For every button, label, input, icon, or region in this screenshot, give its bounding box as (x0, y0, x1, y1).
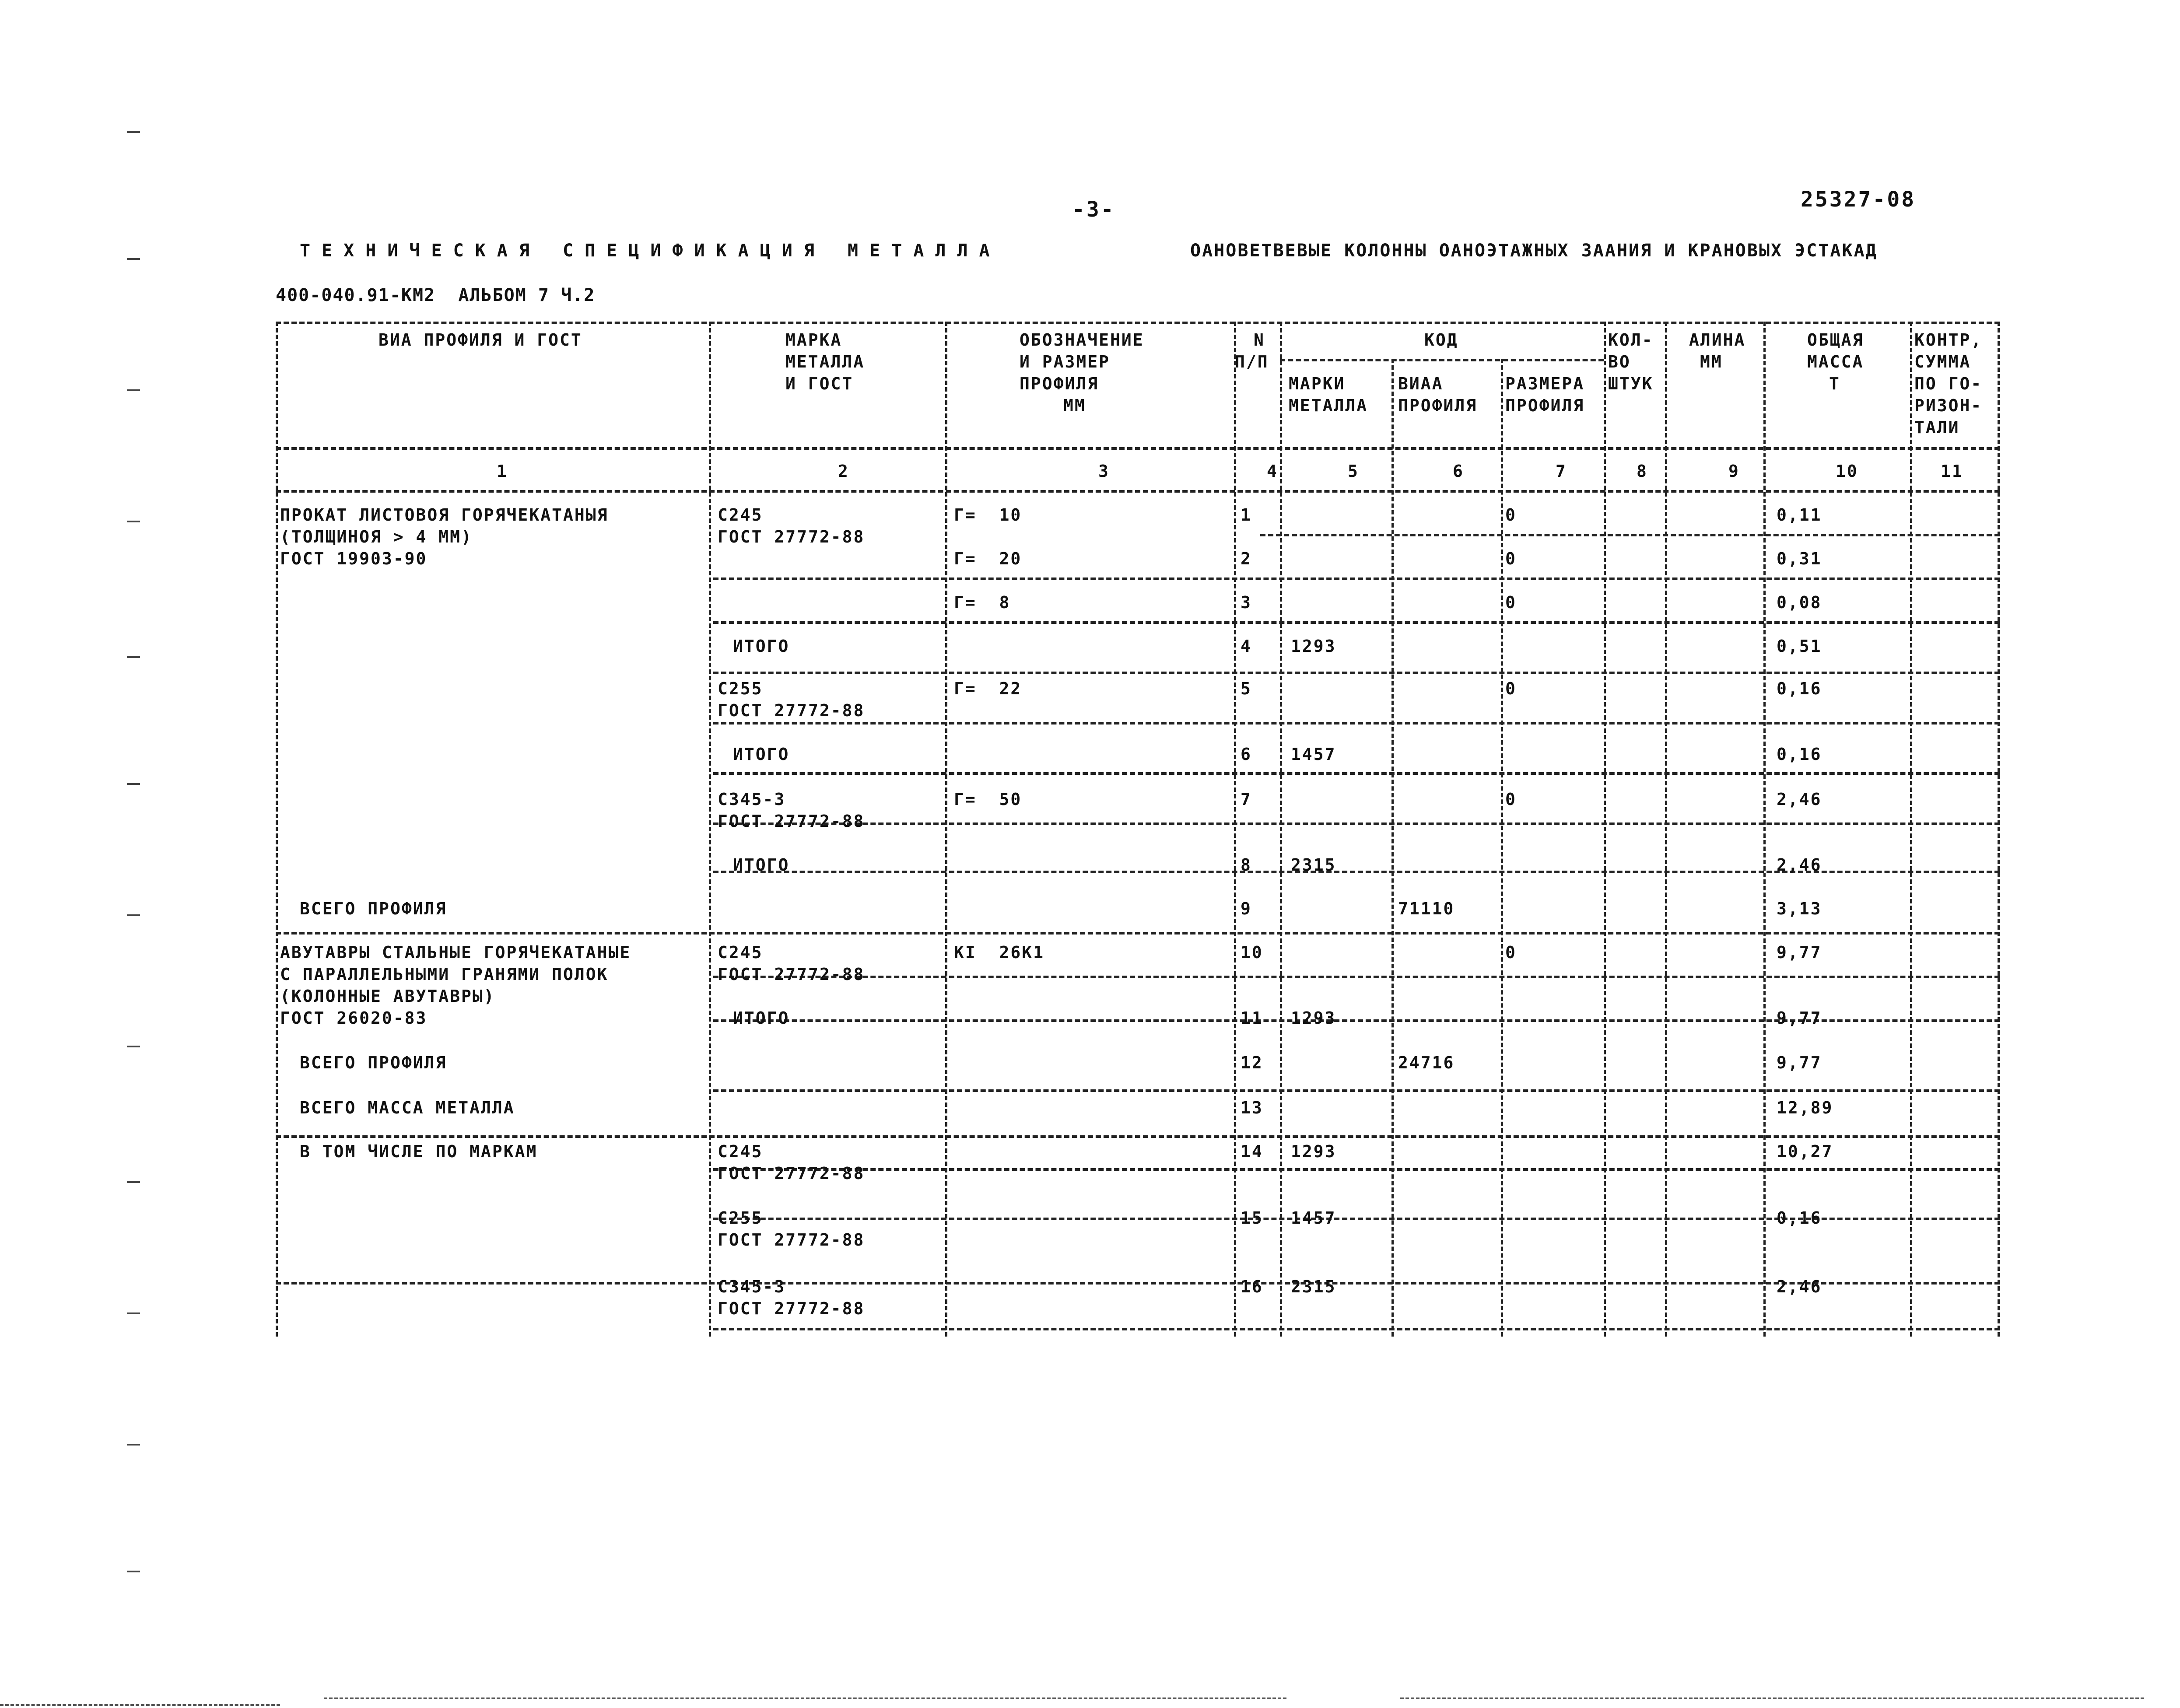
profile-group-title: ПРОКАТ ЛИСТОВОЯ ГОРЯЧЕКАТАНЫЯ (280, 505, 609, 525)
table-rule (1280, 359, 1604, 361)
margin-mark (127, 656, 140, 658)
total-mass: 0,16 (1777, 745, 1822, 764)
table-rule (1501, 359, 1503, 1337)
header-steel-grade: И ГОСТ (785, 374, 854, 393)
grade-code: 1293 (1291, 637, 1336, 656)
scan-artifact (324, 1698, 1286, 1699)
margin-mark (127, 131, 140, 133)
steel-grade: С245 (718, 943, 763, 962)
steel-gost: ГОСТ 27772-88 (718, 812, 865, 831)
row-number: 8 (1241, 855, 1252, 875)
table-rule (276, 447, 2000, 450)
header-profile-designation: И РАЗМЕР (1020, 352, 1111, 371)
profile-code: 24716 (1398, 1053, 1455, 1072)
header-code-size: ПРОФИЛЯ (1505, 396, 1585, 415)
size-code: 0 (1505, 679, 1517, 698)
size-code: 0 (1505, 593, 1517, 612)
column-number: 1 (497, 462, 508, 481)
header-row-number: П/П (1235, 352, 1269, 371)
grade-code: 1457 (1291, 745, 1336, 764)
profile-code: 71110 (1398, 899, 1455, 918)
column-number: 4 (1267, 462, 1278, 481)
table-rule (713, 621, 2000, 624)
column-number: 3 (1098, 462, 1110, 481)
header-code-grade: МАРКИ (1289, 374, 1346, 393)
margin-mark (127, 1181, 140, 1183)
header-length: ММ (1700, 352, 1723, 371)
total-mass: 0,51 (1777, 637, 1822, 656)
subtotal-label: ИТОГО (733, 1008, 790, 1028)
header-length: АЛИНА (1689, 330, 1746, 350)
table-rule (713, 1328, 2000, 1330)
header-checksum: РИЗОН- (1914, 396, 1983, 415)
row-number: 3 (1241, 593, 1252, 612)
steel-grade: С245 (718, 1142, 763, 1161)
profile-size: Г= 22 (954, 679, 1022, 698)
row-number: 15 (1241, 1208, 1263, 1228)
by-grade-label: В ТОМ ЧИСЛЕ ПО МАРКАМ (300, 1142, 538, 1161)
row-number: 7 (1241, 790, 1252, 809)
album-reference: 400-040.91-КМ2 АЛЬБОМ 7 Ч.2 (276, 285, 596, 305)
total-mass: 0,08 (1777, 593, 1822, 612)
table-rule (1763, 322, 1766, 1337)
table-rule (276, 1135, 2000, 1138)
table-rule (713, 822, 2000, 825)
grade-code: 2315 (1291, 1277, 1336, 1296)
header-quantity: КОЛ- (1608, 330, 1654, 350)
steel-gost: ГОСТ 27772-88 (718, 965, 865, 984)
row-number: 14 (1241, 1142, 1263, 1161)
steel-gost: ГОСТ 27772-88 (718, 701, 865, 720)
header-steel-grade: МЕТАЛЛА (785, 352, 865, 371)
total-mass: 2,46 (1777, 790, 1822, 809)
steel-gost: ГОСТ 27772-88 (718, 527, 865, 546)
grade-code: 1293 (1291, 1142, 1336, 1161)
header-quantity: ШТУК (1608, 374, 1654, 393)
column-number: 9 (1728, 462, 1740, 481)
header-checksum: СУММА (1914, 352, 1971, 371)
grade-code: 1293 (1291, 1008, 1336, 1028)
table-rule (276, 322, 278, 1337)
grade-code: 2315 (1291, 855, 1336, 875)
row-number: 2 (1241, 549, 1252, 568)
size-code: 0 (1505, 943, 1517, 962)
margin-mark (127, 1444, 140, 1446)
profile-group-title: (КОЛОННЫЕ АВУТАВРЫ) (280, 987, 495, 1006)
header-code-profile: ПРОФИЛЯ (1398, 396, 1478, 415)
margin-mark (127, 258, 140, 260)
table-rule (1910, 322, 1912, 1337)
row-number: 9 (1241, 899, 1252, 918)
page-number: -3- (1072, 197, 1115, 222)
profile-total-label: ВСЕГО ПРОФИЛЯ (300, 899, 447, 918)
margin-mark (127, 521, 140, 522)
table-rule (713, 1089, 2000, 1092)
margin-mark (127, 1046, 140, 1047)
steel-grade: С245 (718, 505, 763, 525)
profile-size: Г= 10 (954, 505, 1022, 525)
table-rule (713, 772, 2000, 775)
profile-total-label: ВСЕГО ПРОФИЛЯ (300, 1053, 447, 1072)
header-quantity: ВО (1608, 352, 1631, 371)
header-checksum: ПО ГО- (1914, 374, 1983, 393)
table-rule (713, 722, 2000, 724)
steel-grade: С255 (718, 1208, 763, 1228)
metal-total-label: ВСЕГО МАССА МЕТАЛЛА (300, 1098, 515, 1117)
header-code: КОД (1424, 330, 1458, 350)
document-title: ТЕХНИЧЕСКАЯ СПЕЦИФИКАЦИЯ МЕТАЛЛА (300, 241, 1001, 261)
size-code: 0 (1505, 505, 1517, 525)
row-number: 6 (1241, 745, 1252, 764)
table-rule (1665, 322, 1667, 1337)
total-mass: 9,77 (1777, 1053, 1822, 1072)
row-number: 11 (1241, 1008, 1263, 1028)
subtotal-label: ИТОГО (733, 855, 790, 875)
column-number: 11 (1941, 462, 1963, 481)
header-profile-designation: ММ (1063, 396, 1086, 415)
table-rule (713, 578, 2000, 580)
steel-gost: ГОСТ 27772-88 (718, 1299, 865, 1318)
table-rule (709, 322, 711, 1337)
steel-grade: С345-3 (718, 1277, 786, 1296)
header-profile-designation: ПРОФИЛЯ (1020, 374, 1099, 393)
total-mass: 0,16 (1777, 679, 1822, 698)
profile-group-title: АВУТАВРЫ СТАЛЬНЫЕ ГОРЯЧЕКАТАНЫЕ (280, 943, 631, 962)
header-total-mass: МАССА (1807, 352, 1864, 371)
subtotal-label: ИТОГО (733, 745, 790, 764)
table-rule (713, 672, 2000, 674)
profile-size: Г= 50 (954, 790, 1022, 809)
margin-mark (127, 783, 140, 785)
size-code: 0 (1505, 549, 1517, 568)
column-number: 2 (838, 462, 849, 481)
row-number: 16 (1241, 1277, 1263, 1296)
size-code: 0 (1505, 790, 1517, 809)
header-code-size: РАЗМЕРА (1505, 374, 1585, 393)
profile-group-title: ГОСТ 19903-90 (280, 549, 428, 568)
table-rule (945, 322, 947, 1337)
total-mass: 0,16 (1777, 1208, 1822, 1228)
total-mass: 2,46 (1777, 855, 1822, 875)
steel-gost: ГОСТ 27772-88 (718, 1230, 865, 1250)
header-code-grade: МЕТАЛЛА (1289, 396, 1368, 415)
row-number: 12 (1241, 1053, 1263, 1072)
profile-size: КI 26К1 (954, 943, 1045, 962)
profile-size: Г= 8 (954, 593, 1011, 612)
table-rule (1234, 322, 1236, 1337)
steel-gost: ГОСТ 27772-88 (718, 1164, 865, 1183)
grade-code: 1457 (1291, 1208, 1336, 1228)
header-checksum: КОНТР, (1914, 330, 1983, 350)
table-rule (276, 932, 2000, 934)
total-mass: 0,31 (1777, 549, 1822, 568)
header-code-profile: ВИАА (1398, 374, 1444, 393)
table-rule (276, 490, 2000, 493)
table-rule (713, 1168, 2000, 1171)
header-profile-type: ВИА ПРОФИЛЯ И ГОСТ (379, 330, 582, 350)
row-number: 4 (1241, 637, 1252, 656)
steel-grade: С255 (718, 679, 763, 698)
margin-mark (127, 1571, 140, 1572)
header-total-mass: Т (1829, 374, 1840, 393)
specification-table (276, 322, 2000, 1337)
total-mass: 12,89 (1777, 1098, 1833, 1117)
total-mass: 3,13 (1777, 899, 1822, 918)
total-mass: 9,77 (1777, 943, 1822, 962)
total-mass: 2,46 (1777, 1277, 1822, 1296)
header-steel-grade: МАРКА (785, 330, 842, 350)
total-mass: 9,77 (1777, 1008, 1822, 1028)
margin-mark (127, 1312, 140, 1314)
profile-size: Г= 20 (954, 549, 1022, 568)
column-number: 10 (1836, 462, 1858, 481)
table-rule (276, 322, 2000, 324)
steel-grade: С345-3 (718, 790, 786, 809)
column-number: 8 (1637, 462, 1648, 481)
header-row-number: N (1254, 330, 1265, 350)
profile-group-title: С ПАРАЛЛЕЛЬНЫМИ ГРАНЯМИ ПОЛОК (280, 965, 609, 984)
subtotal-label: ИТОГО (733, 637, 790, 656)
header-checksum: ТАЛИ (1914, 418, 1960, 437)
scan-artifact (0, 1704, 280, 1706)
scan-artifact (1400, 1698, 2144, 1699)
table-rule (1998, 322, 2000, 1337)
row-number: 10 (1241, 943, 1263, 962)
margin-mark (127, 389, 140, 391)
table-rule (1260, 534, 2000, 536)
table-rule (1391, 359, 1394, 1337)
table-rule (713, 976, 2000, 978)
margin-mark (127, 914, 140, 916)
document-number: 25327-08 (1801, 187, 1916, 212)
column-number: 6 (1453, 462, 1464, 481)
row-number: 1 (1241, 505, 1252, 525)
document-object-title: ОАНОВЕТВЕВЫЕ КОЛОННЫ ОАНОЭТАЖНЫХ ЗААНИЯ И КРАНОВЫХ ЭСТАКАД (1190, 241, 1878, 261)
profile-group-title: ГОСТ 26020-83 (280, 1008, 428, 1028)
table-rule (1604, 322, 1606, 1337)
header-total-mass: ОБЩАЯ (1807, 330, 1864, 350)
total-mass: 0,11 (1777, 505, 1822, 525)
table-rule (276, 1282, 2000, 1284)
column-number: 5 (1348, 462, 1359, 481)
total-mass: 10,27 (1777, 1142, 1833, 1161)
header-profile-designation: ОБОЗНАЧЕНИЕ (1020, 330, 1144, 350)
row-number: 13 (1241, 1098, 1263, 1117)
table-rule (1280, 322, 1282, 1337)
profile-group-title: (ТОЛЩИНОЯ > 4 ММ) (280, 527, 473, 546)
row-number: 5 (1241, 679, 1252, 698)
column-number: 7 (1556, 462, 1567, 481)
